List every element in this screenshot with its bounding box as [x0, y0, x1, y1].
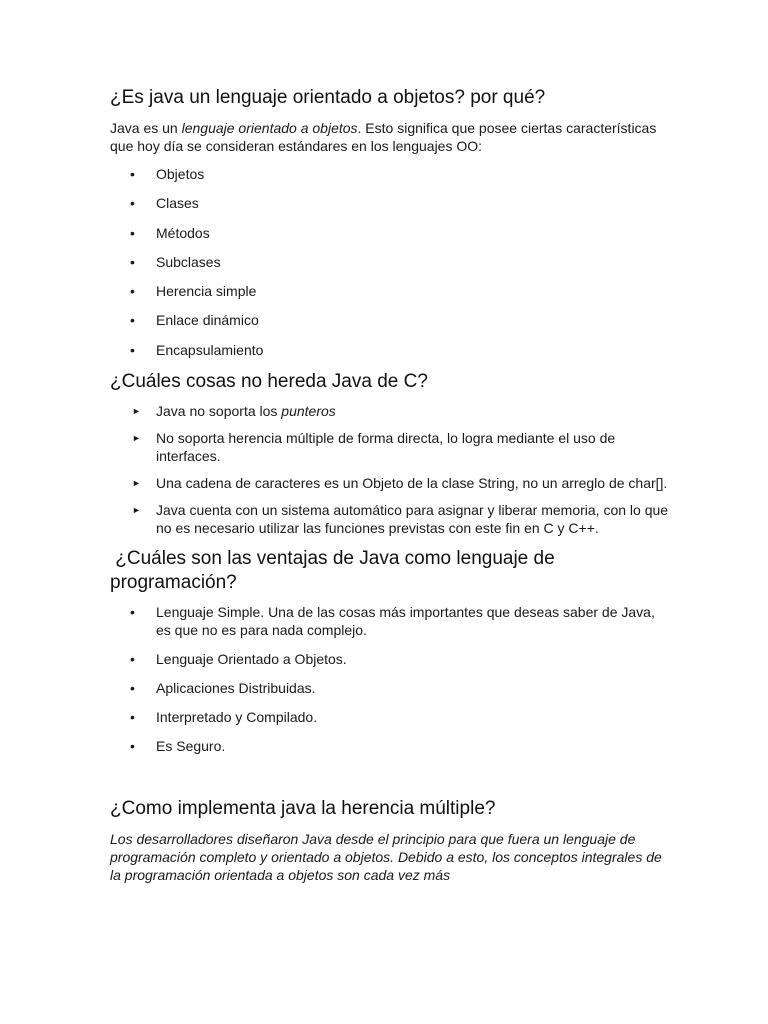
list-item-text: Encapsulamiento	[156, 341, 264, 358]
list-item-text: Interpretado y Compilado.	[156, 709, 318, 726]
list-item	[110, 341, 670, 359]
section-heading-not-inherited: ¿Cuáles cosas no hereda Java de C?	[110, 371, 428, 393]
list-item	[110, 650, 670, 668]
not-inherited-list	[110, 402, 670, 537]
list-item-text: Objetos	[156, 166, 205, 182]
bullet-icon: •	[130, 341, 135, 358]
list-item-text: No soporta herencia múltiple de forma directa, lo logra mediante el uso de interfaces.	[156, 430, 616, 465]
intro-italic-term: lenguaje orientado a objetos	[181, 120, 358, 136]
advantages-list	[110, 603, 670, 755]
list-item	[110, 253, 670, 271]
list-item-prefix: Java no soporta los	[156, 403, 282, 420]
list-item	[110, 474, 670, 492]
list-item-text: Una cadena de caracteres es un Objeto de la clase String, no un arreglo de char[].	[156, 475, 668, 492]
bullet-icon: •	[130, 709, 135, 726]
list-item-text: Lenguaje Orientado a Objetos.	[156, 651, 347, 668]
list-item-text: Herencia simple	[156, 283, 257, 300]
list-item-text: Métodos	[156, 224, 210, 241]
list-item-text: Es Seguro.	[156, 738, 226, 755]
list-item	[110, 708, 670, 726]
bullet-icon: •	[130, 604, 135, 621]
arrow-bullet-icon: ►	[132, 505, 141, 516]
arrow-bullet-icon: ►	[132, 406, 141, 417]
list-item-italic: punteros	[281, 403, 336, 420]
list-item	[110, 737, 670, 755]
bullet-icon: •	[130, 166, 135, 182]
bullet-icon: •	[130, 651, 135, 668]
bullet-icon: •	[130, 224, 135, 241]
list-item	[110, 603, 670, 639]
intro-suffix: . Esto significa que posee ciertas características que hoy día se consideran estándares en los lenguajes OO:	[110, 120, 657, 154]
list-item	[110, 165, 670, 183]
bullet-icon: •	[130, 738, 135, 755]
arrow-bullet-icon: ►	[132, 478, 141, 489]
list-item-text: Aplicaciones Distribuidas.	[156, 680, 316, 697]
list-item	[110, 224, 670, 242]
bullet-icon: •	[130, 253, 135, 270]
oo-features-list	[110, 165, 670, 359]
list-item-text: Java cuenta con un sistema automático para asignar y liberar memoria, con lo que no es necesario utilizar las funciones previstas con este fin en C y C++.	[156, 502, 669, 537]
bullet-icon: •	[130, 680, 135, 697]
bullet-icon: •	[130, 283, 135, 300]
list-item-text: Lenguaje Simple. Una de las cosas más importantes que deseas saber de Java, es que no es para nada complejo.	[156, 604, 655, 639]
list-item	[110, 501, 670, 537]
section-heading-advantages: ¿Cuáles son las ventajas de Java como lenguaje de programación?	[110, 548, 560, 594]
list-item-text: Enlace dinámico	[156, 312, 259, 329]
section-heading-java-oo: ¿Es java un lenguaje orientado a objetos? por qué?	[110, 87, 546, 108]
list-item-text: Clases	[156, 195, 199, 212]
list-item-text: Subclases	[156, 253, 221, 270]
list-item	[110, 402, 670, 420]
intro-prefix: Java es un	[110, 120, 182, 136]
list-item	[110, 679, 670, 697]
bullet-icon: •	[130, 312, 135, 329]
arrow-bullet-icon: ►	[132, 433, 141, 444]
list-item	[110, 311, 670, 329]
multiple-inheritance-paragraph: Los desarrolladores diseñaron Java desde el principio para que fuera un lenguaje de programación completo y orientado a objetos. Debido a esto, los conceptos integrales de la programación orientada a objetos son cada vez más	[110, 831, 662, 884]
section-heading-multiple-inheritance: ¿Como implementa java la herencia múltiple?	[110, 798, 496, 820]
list-item	[110, 429, 670, 465]
list-item	[110, 282, 670, 300]
intro-paragraph	[110, 119, 670, 155]
list-item	[110, 194, 670, 212]
bullet-icon: •	[130, 195, 135, 212]
document-page	[110, 86, 670, 884]
